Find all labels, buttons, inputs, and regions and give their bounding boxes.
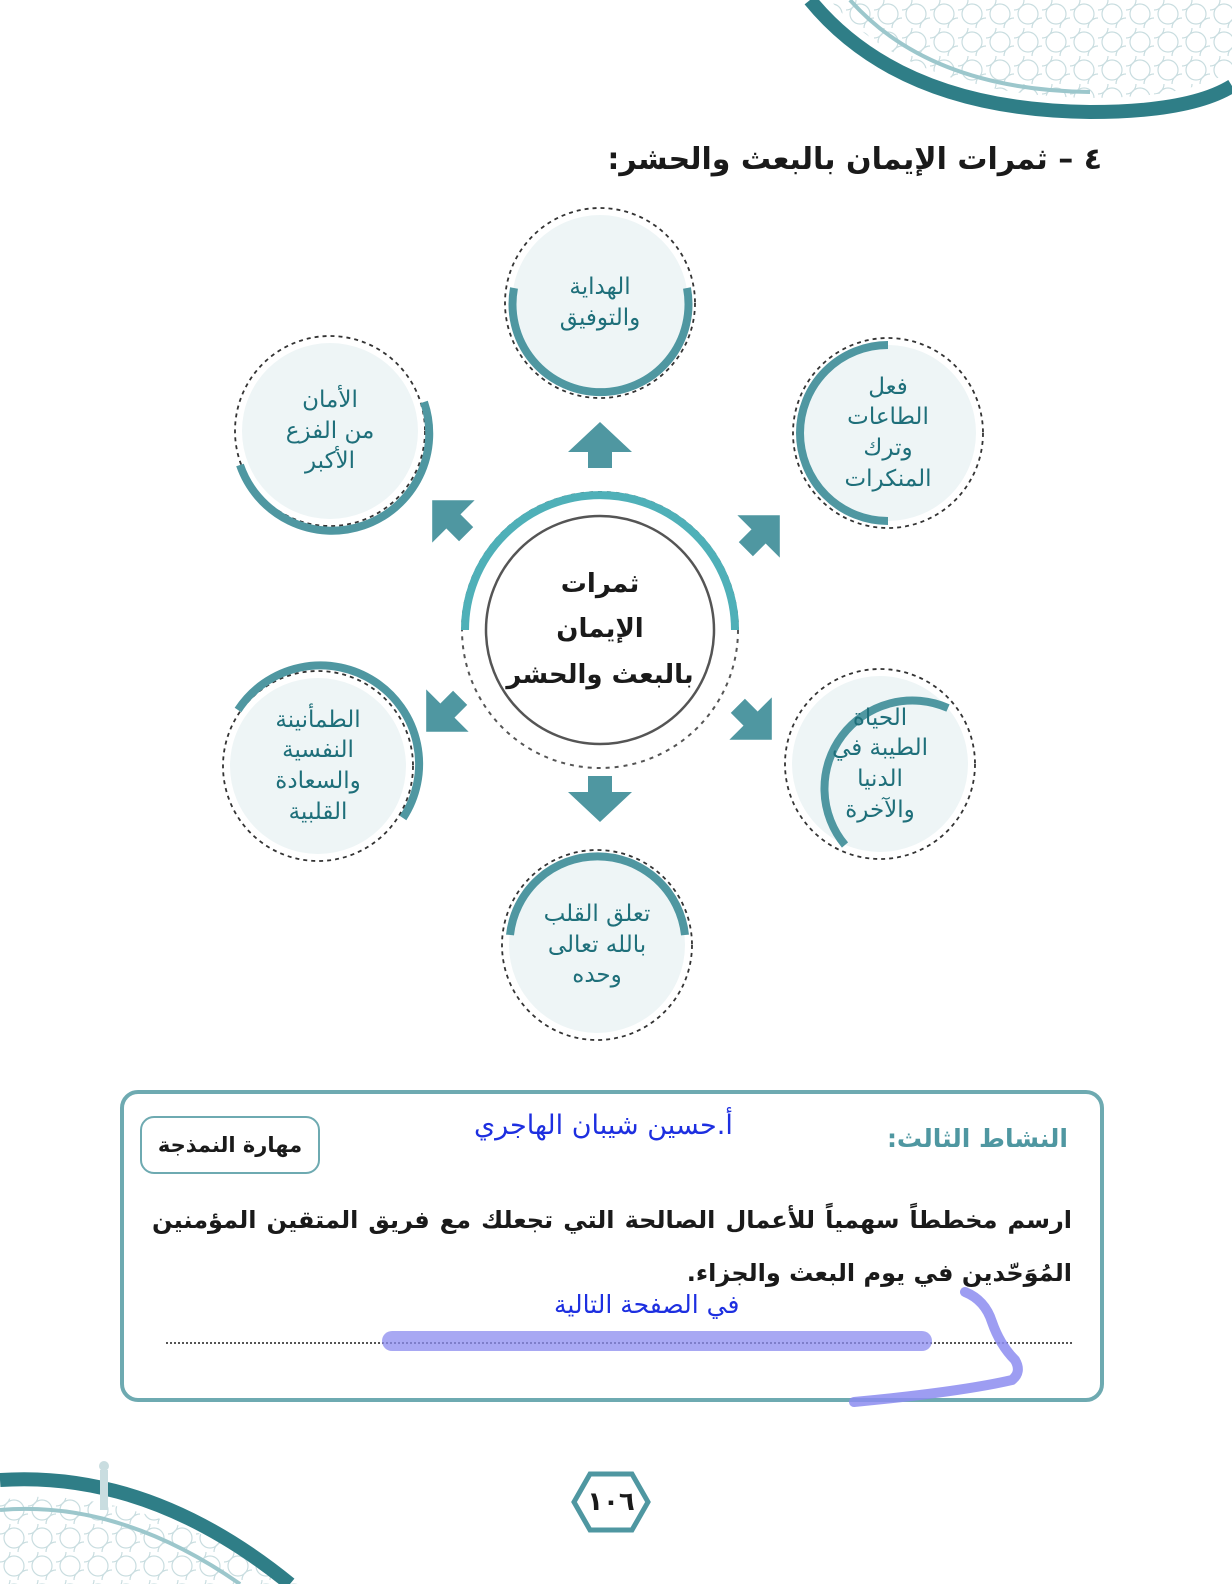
arrow-up bbox=[568, 422, 632, 468]
top-corner-ornament bbox=[790, 0, 1232, 120]
node-top-left-line: من الفزع bbox=[285, 417, 375, 444]
node-bottom-right-label bbox=[790, 674, 970, 854]
node-bottom-line: تعلق القلب bbox=[543, 901, 651, 928]
answer-line bbox=[166, 1342, 1072, 1344]
node-top-right-label bbox=[798, 343, 978, 523]
bottom-corner-ornament bbox=[0, 1440, 300, 1584]
center-line-1: ثمرات bbox=[560, 568, 640, 599]
node-top-right-line: وترك bbox=[863, 435, 913, 461]
arrow-up-right bbox=[725, 494, 801, 570]
node-bottom-left-line: النفسية bbox=[282, 737, 354, 764]
node-top-left-label bbox=[240, 341, 420, 521]
node-bottom-right-line: الدنيا bbox=[857, 766, 903, 792]
fruits-diagram bbox=[0, 190, 1232, 1070]
node-bottom-left-line: القلبية bbox=[288, 798, 348, 825]
node-bottom-line: بالله تعالى bbox=[547, 931, 647, 958]
node-bottom-right-line: الحياة bbox=[852, 704, 908, 731]
node-top-right-line: الطاعات bbox=[847, 404, 929, 431]
node-bottom-line: وحده bbox=[572, 962, 622, 989]
node-top-left-line: الأكبر bbox=[304, 448, 356, 475]
arrow-up-left bbox=[411, 479, 487, 555]
node-bottom-left-line: والسعادة bbox=[275, 768, 361, 794]
node-top-right-line: المنكرات bbox=[844, 465, 932, 492]
arrow-down bbox=[568, 776, 632, 822]
author-name: أ.حسين شيبان الهاجري bbox=[474, 1110, 733, 1141]
section-heading: ٤ – ثمرات الإيمان بالبعث والحشر: bbox=[607, 142, 1102, 177]
node-bottom-left-label bbox=[228, 676, 408, 856]
activity-instructions: ارسم مخططاً سهمياً للأعمال الصالحة التي تجعلك مع فريق المتقين المؤمنين المُوَحّدين في يوم البعث والجزاء. bbox=[152, 1206, 1072, 1287]
page-number-badge bbox=[570, 1470, 652, 1534]
node-top-line: والتوفيق bbox=[559, 305, 641, 331]
node-top-line: الهداية bbox=[569, 274, 631, 301]
center-line-2: الإيمان bbox=[556, 614, 644, 645]
node-bottom-right-line: الطيبة في bbox=[832, 735, 928, 762]
node-top-left-line: الأمان bbox=[302, 387, 358, 414]
center-label bbox=[486, 516, 714, 744]
node-bottom-label bbox=[507, 855, 687, 1035]
node-top-right-line: فعل bbox=[868, 373, 908, 400]
node-top-label bbox=[510, 213, 690, 393]
arrow-down-right bbox=[717, 685, 793, 761]
node-bottom-right-line: والآخرة bbox=[845, 796, 915, 823]
skill-badge: مهارة النمذجة bbox=[140, 1116, 320, 1174]
activity-box bbox=[120, 1090, 1104, 1402]
center-line-3: بالبعث والحشر bbox=[506, 659, 694, 690]
handwritten-note: في الصفحة التالية bbox=[554, 1290, 740, 1319]
page-number: ١٠٦ bbox=[587, 1487, 635, 1517]
node-bottom-left-line: الطمأنينة bbox=[275, 706, 361, 733]
activity-title: النشاط الثالث: bbox=[886, 1124, 1068, 1153]
